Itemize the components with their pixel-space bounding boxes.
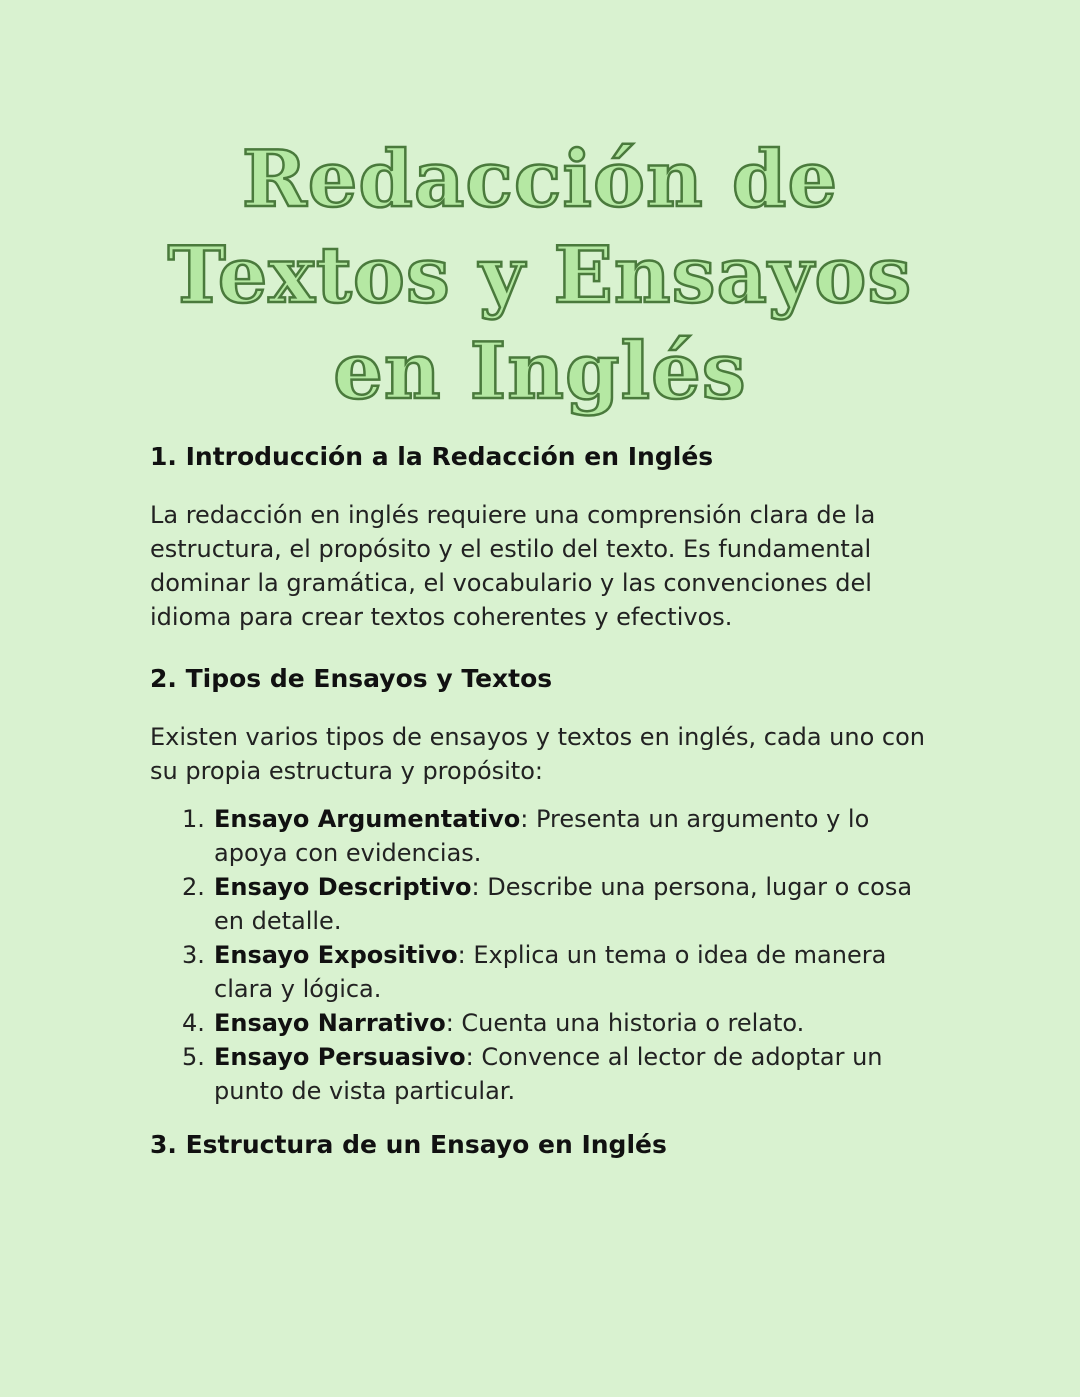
list-description: : Convence al lector de adoptar un punto de vista particular. <box>214 1043 883 1105</box>
document-body <box>150 440 940 1186</box>
list-description: : Explica un tema o idea de manera clara y lógica. <box>214 941 887 1003</box>
list-number: 2. <box>182 873 205 901</box>
list-item <box>182 1006 940 1040</box>
section-paragraph-tipos: Existen varios tipos de ensayos y textos en inglés, cada uno con su propia estructura y propósito: <box>150 723 926 785</box>
list-number: 5. <box>182 1043 205 1071</box>
title-line-1: Redacción de <box>241 134 839 225</box>
list-number: 3. <box>182 941 205 969</box>
list-term: Ensayo Persuasivo <box>214 1043 466 1071</box>
list-item <box>182 938 940 1006</box>
essay-types-list <box>150 802 940 1108</box>
section-paragraph-introduccion: La redacción en inglés requiere una comprensión clara de la estructura, el propósito y el estilo del texto. Es fundamental dominar la gramática, el vocabulario y las convenciones del idioma para crear textos coherentes y efectivos. <box>150 501 876 631</box>
list-number: 4. <box>182 1009 205 1037</box>
list-description: : Describe una persona, lugar o cosa en detalle. <box>214 873 913 935</box>
title-line-3: en Inglés <box>333 326 747 417</box>
list-description: : Cuenta una historia o relato. <box>445 1009 805 1037</box>
page-title <box>0 132 1080 420</box>
list-description: : Presenta un argumento y lo apoya con evidencias. <box>214 805 870 867</box>
list-term: Ensayo Narrativo <box>214 1009 446 1037</box>
section-heading-introduccion: 1. Introducción a la Redacción en Inglés <box>150 442 714 471</box>
list-item <box>182 802 940 870</box>
list-term: Ensayo Expositivo <box>214 941 458 969</box>
title-line-2: Textos y Ensayos <box>167 230 913 321</box>
list-term: Ensayo Argumentativo <box>214 805 521 833</box>
section-heading-tipos: 2. Tipos de Ensayos y Textos <box>150 664 553 693</box>
list-number: 1. <box>182 805 205 833</box>
section-heading-estructura: 3. Estructura de un Ensayo en Inglés <box>150 1130 667 1159</box>
list-term: Ensayo Descriptivo <box>214 873 472 901</box>
list-item <box>182 1040 940 1108</box>
list-item <box>182 870 940 938</box>
